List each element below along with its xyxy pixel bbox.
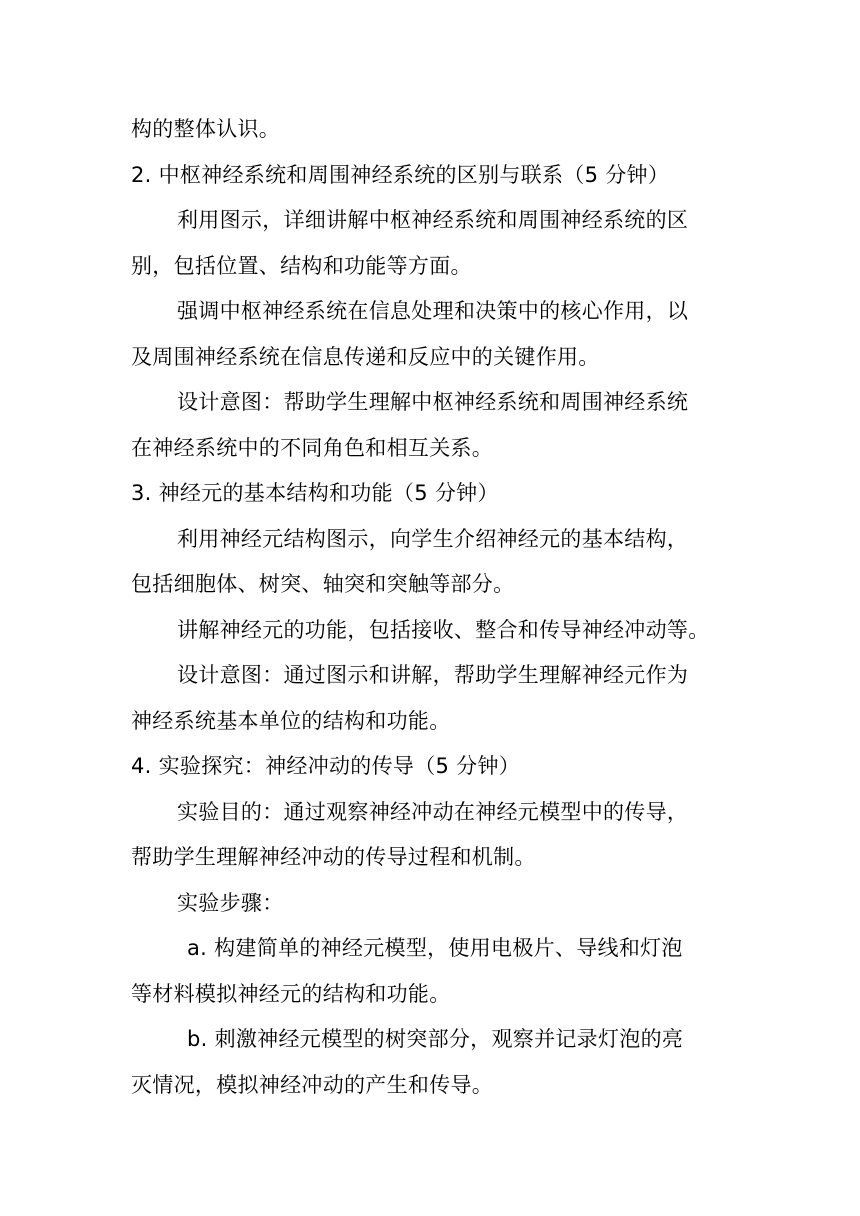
paragraph-line: 构的整体认识。 xyxy=(131,117,281,141)
paragraph-line: 设计意图：帮助学生理解中枢神经系统和周围神经系统 xyxy=(177,390,689,414)
paragraph-line: 实验目的：通过观察神经冲动在神经元模型中的传导， xyxy=(177,799,689,824)
paragraph-line: 帮助学生理解神经冲动的传导过程和机制。 xyxy=(131,845,536,869)
paragraph-line: 别，包括位置、结构和功能等方面。 xyxy=(131,253,472,278)
paragraph-line: 等材料模拟神经元的结构和功能。 xyxy=(131,981,451,1006)
list-item-line: a. 构建简单的神经元模型，使用电极片、导线和灯泡 xyxy=(187,936,683,960)
section-heading: 2. 中枢神经系统和周围神经系统的区别与联系（5 分钟） xyxy=(131,162,670,187)
paragraph-line: 利用神经元结构图示，向学生介绍神经元的基本结构， xyxy=(177,526,689,551)
paragraph-line: 灭情况，模拟神经冲动的产生和传导。 xyxy=(131,1072,494,1097)
paragraph-line: 利用图示，详细讲解中枢神经系统和周围神经系统的区 xyxy=(177,208,689,232)
paragraph-line: 在神经系统中的不同角色和相互关系。 xyxy=(131,435,494,460)
paragraph-line: 实验步骤： xyxy=(177,890,284,915)
document-page xyxy=(131,108,731,1109)
paragraph-line: 强调中枢神经系统在信息处理和决策中的核心作用，以 xyxy=(177,299,689,323)
paragraph-line: 设计意图：通过图示和讲解，帮助学生理解神经元作为 xyxy=(177,663,689,687)
paragraph-line: 神经系统基本单位的结构和功能。 xyxy=(131,708,451,733)
list-item-line: b. 刺激神经元模型的树突部分，观察并记录灯泡的亮 xyxy=(187,1027,684,1051)
section-heading: 3. 神经元的基本结构和功能（5 分钟） xyxy=(131,481,499,505)
paragraph-line: 讲解神经元的功能，包括接收、整合和传导神经冲动等。 xyxy=(177,617,710,642)
paragraph-line: 及周围神经系统在信息传递和反应中的关键作用。 xyxy=(131,344,600,369)
paragraph-line: 包括细胞体、树突、轴突和突触等部分。 xyxy=(131,572,515,596)
section-heading: 4. 实验探究：神经冲动的传导（5 分钟） xyxy=(131,754,521,778)
